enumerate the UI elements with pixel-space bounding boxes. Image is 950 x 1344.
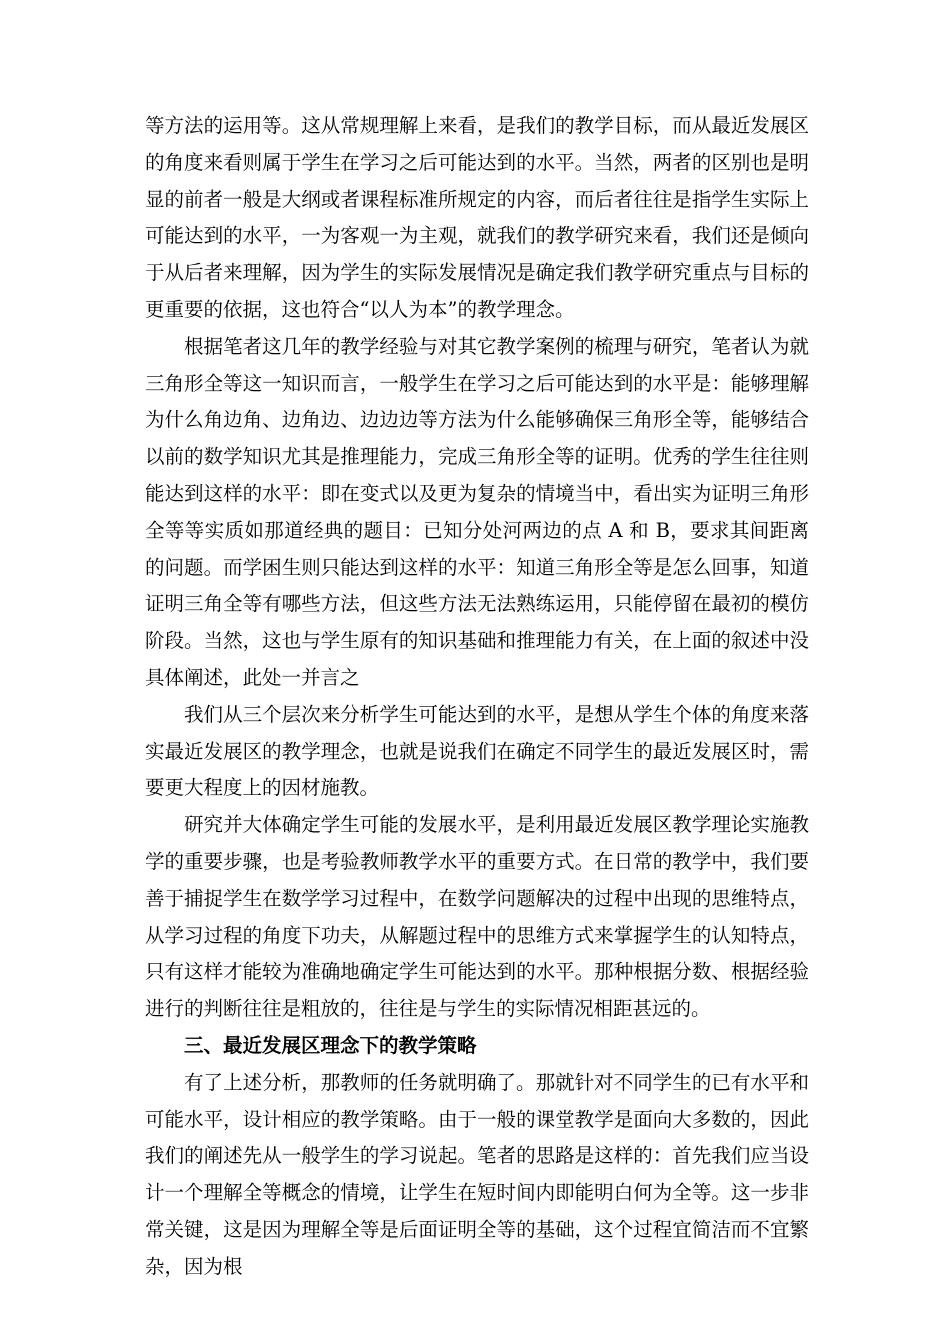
paragraph-3: 我们从三个层次来分析学生可能达到的水平，是想从学生个体的角度来落实最近发展区的教学理念，也就是说我们在确定不同学生的最近发展区时，需要更大程度上的因材施教。	[145, 702, 809, 800]
paragraph-2: 根据笔者这几年的教学经验与对其它教学案例的梳理与研究，笔者认为就三角形全等这一知识而言，一般学生在学习之后可能达到的水平是：能够理解为什么角边角、边角边、边边边等方法为什么能够确保三角形全等，能够结合以前的数学知识尤其是推理能力，完成三角形全等的证明。优秀的学生往往则能达到这样的水平：即在变式以及更为复杂的情境当中，看出实为证明三角形全等等实质如那道经典的题目：已知分处河两边的点 A 和 B，要求其间距离的问题。而学困生则只能达到这样的水平：知道三角形全等是怎么回事，知道证明三角全等有哪些方法，但这些方法无法熟练运用，只能停留在最初的模仿阶段。当然，这也与学生原有的知识基础和推理能力有关，在上面的叙述中没具体阐述，此处一并言之	[145, 334, 809, 689]
paragraph-4: 研究并大体确定学生可能的发展水平，是利用最近发展区教学理论实施教学的重要步骤，也是考验教师教学水平的重要方式。在日常的教学中，我们要善于捕捉学生在数学学习过程中，在数学问题解决的过程中出现的思维特点，从学习过程的角度下功夫，从解题过程中的思维方式来掌握学生的认知特点，只有这样才能较为准确地确定学生可能达到的水平。那种根据分数、根据经验进行的判断往往是粗放的，往往是与学生的实际情况相距甚远的。	[145, 813, 809, 1021]
paragraph-1: 等方法的运用等。这从常规理解上来看，是我们的教学目标，而从最近发展区的角度来看则属于学生在学习之后可能达到的水平。当然，两者的区别也是明显的前者一般是大纲或者课程标准所规定的内容，而后者往往是指学生实际上可能达到的水平，一为客观一为主观，就我们的教学研究来看，我们还是倾向于从后者来理解，因为学生的实际发展情况是确定我们教学研究重点与目标的更重要的依据，这也符合“以人为本”的教学理念。	[145, 114, 809, 321]
paragraph-5: 有了上述分析，那教师的任务就明确了。那就针对不同学生的已有水平和可能水平，设计相应的教学策略。由于一般的课堂教学是面向大多数的，因此我们的阐述先从一般学生的学习说起。笔者的思路是这样的：首先我们应当设计一个理解全等概念的情境，让学生在短时间内即能明白何为全等。这一步非常关键，这是因为理解全等是后面证明全等的基础，这个过程宜简洁而不宜繁杂，因为根	[145, 1070, 809, 1278]
document-body	[145, 108, 809, 1286]
section-heading: 三、最近发展区理念下的教学策略	[184, 1033, 477, 1057]
